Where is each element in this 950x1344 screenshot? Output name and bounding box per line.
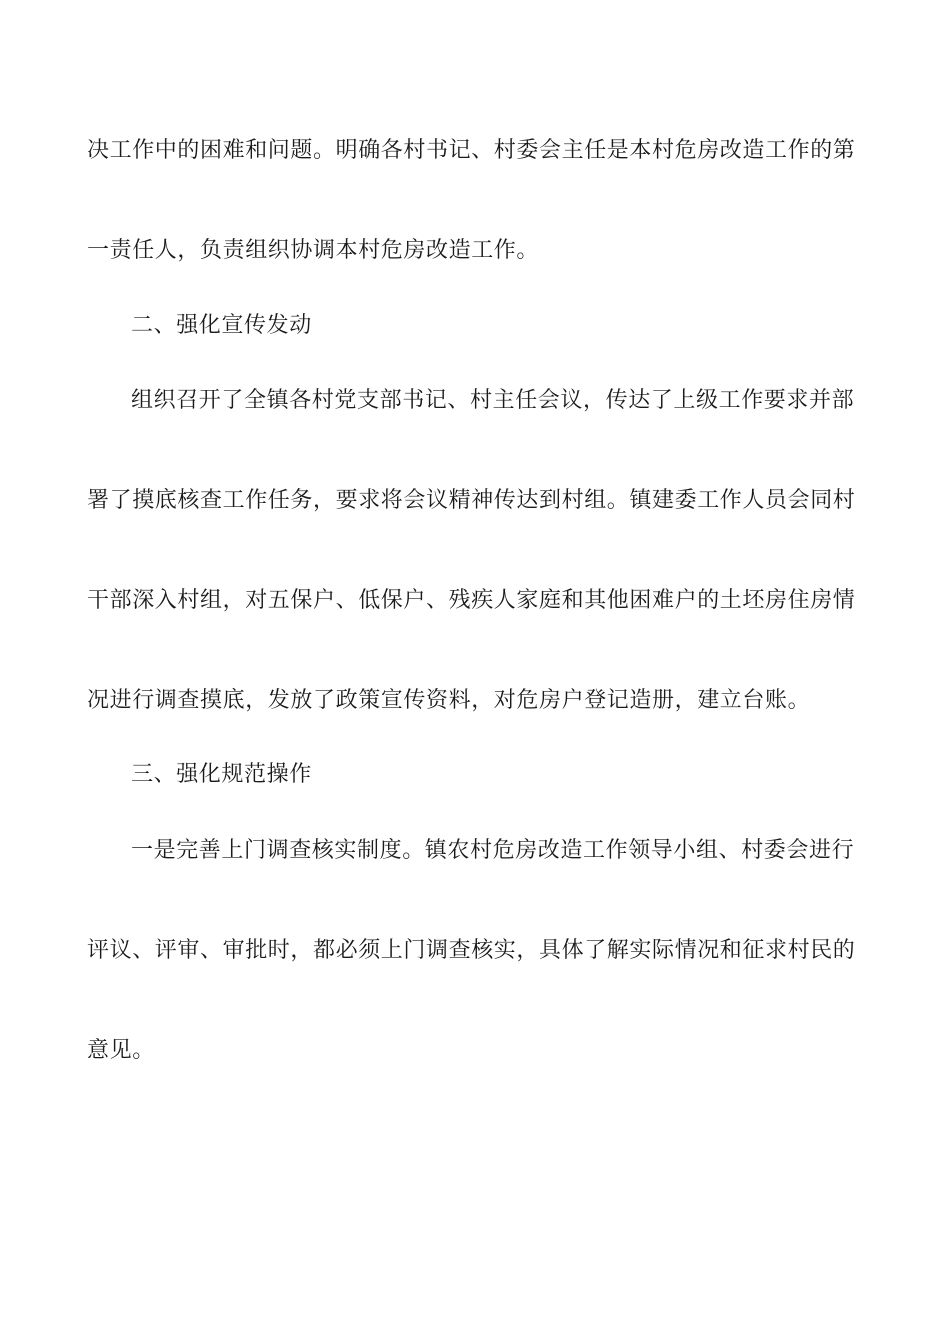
section-heading: 二、强化宣传发动	[131, 313, 312, 338]
paragraph-line: 评议、评审、审批时，都必须上门调查核实，具体了解实际情况和征求村民的	[87, 938, 856, 963]
paragraph-line: 一责任人，负责组织协调本村危房改造工作。	[87, 238, 540, 263]
paragraph-line: 况进行调查摸底，发放了政策宣传资料，对危房户登记造册，建立台账。	[87, 688, 811, 713]
paragraph-line: 干部深入村组，对五保户、低保户、残疾人家庭和其他困难户的土坯房住房情	[87, 588, 856, 613]
section-heading: 三、强化规范操作	[131, 762, 312, 787]
paragraph-line: 署了摸底核查工作任务，要求将会议精神传达到村组。镇建委工作人员会同村	[87, 488, 856, 513]
paragraph-line: 意见。	[87, 1038, 155, 1063]
paragraph-line: 组织召开了全镇各村党支部书记、村主任会议，传达了上级工作要求并部	[131, 388, 855, 413]
paragraph-line: 决工作中的困难和问题。明确各村书记、村委会主任是本村危房改造工作的第	[87, 138, 856, 163]
paragraph-line: 一是完善上门调查核实制度。镇农村危房改造工作领导小组、村委会进行	[131, 838, 855, 863]
